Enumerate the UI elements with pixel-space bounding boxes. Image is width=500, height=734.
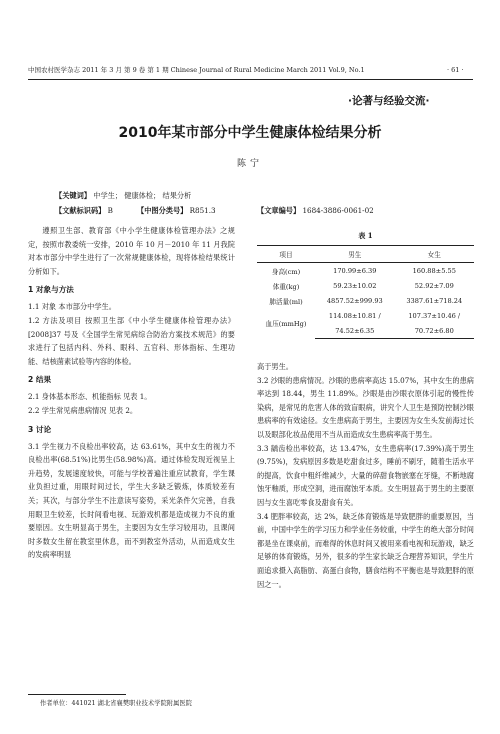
row-label-weight: 体重(kg) <box>272 282 300 291</box>
cell-bp-female-diastolic: 70.72±6.80 <box>395 323 474 339</box>
footnote-rule <box>28 694 126 695</box>
row-label-vital-capacity: 肺活量(ml) <box>269 297 303 306</box>
cell-weight-male: 59.23±10.02 <box>333 281 377 290</box>
article-title: 2010年某市部分中学生健康体检结果分析 <box>118 125 382 141</box>
table-header-row <box>257 246 474 263</box>
intro-paragraph: 遵照卫生部、教育部《中小学生健康体检管理办法》之规定，按照市教委统一安排，2010 年 10 月－2010 年 11 月我院对本市部分中学生进行了一次常规健康体检，现将体检结果统计分析如下。 <box>28 226 235 276</box>
cell-height-female: 160.88±5.55 <box>412 266 456 275</box>
subsection-2-1: 2.1 身体基本形态、机能指标 见表 1。 <box>28 392 152 402</box>
table-row <box>257 278 474 293</box>
clc-line <box>137 206 216 216</box>
table-header-male: 男生 <box>315 246 394 263</box>
author-name: 陈宁 <box>236 159 263 169</box>
page-number: · 61 · <box>447 66 464 74</box>
row-label-blood-pressure: 血压(mmHg) <box>265 320 307 329</box>
cell-height-male: 170.99±6.39 <box>333 266 377 275</box>
keywords-text: 中学生； 健康体检； 结果分析 <box>93 191 192 200</box>
article-number-value: 1684-3886-0061-02 <box>302 206 374 215</box>
heading-methods: 1 对象与方法 <box>28 285 74 295</box>
clc-label: 【中图分类号】 <box>137 206 188 215</box>
clc-value: R851.3 <box>189 206 216 215</box>
header-rule <box>28 79 473 80</box>
subsection-3-1: 3.1 学生视力不良检出率较高，达 63.61%，其中女生的视力不良检出率(68.51%)比男生(58.98%)高。通过体检发现近视呈上升趋势，发展速度较快，可能与学校普遍注重应试教育，学生课业负担过重，用眼时间过长，学生大多缺乏锻炼，体质较差有关；其次，与部分学生不注意读写姿势，采光条件欠完善，自我用眼卫生较差，长时间看电视、玩游戏机都是造成视力不良的重要原因。女生明显高于男生，主要因为女生学习较用功，且课间时多数女生留在教室里休息，而不到教室外活动，从而造成女生的发病率明显 <box>28 441 235 560</box>
cell-bp-male-diastolic: 74.52±6.35 <box>315 323 394 339</box>
keywords-line <box>55 191 191 201</box>
row-label-height: 身高(cm) <box>271 267 301 276</box>
subsection-3-4: 3.4 肥胖率较高，达 2%，缺乏体育锻炼是导致肥胖的重要原因，当前，中国中学生的学习压力和学业任务较重，中学生的绝大部分时间都是坐在课桌前，而难得的休息时间又被用来看电视和玩游戏，缺乏足够的体育锻炼，另外，很多的学生家长缺乏合理营养知识，学生片面追求摄入高脂肪、高蛋白食物，膳食结构不平衡也是导致肥胖的原因之一。 <box>257 511 474 589</box>
author-affiliation-footnote: 作者单位：441021 湖北省襄樊职业技术学院附属医院 <box>40 700 192 707</box>
heading-discussion: 3 讨论 <box>28 424 52 434</box>
table-row <box>257 263 474 279</box>
section-label: ·论著与经验交流· <box>348 95 430 107</box>
doc-code-label: 【文献标识码】 <box>55 206 106 215</box>
table-caption: 表 1 <box>358 231 373 240</box>
right-column <box>257 360 474 591</box>
subsection-1-1: 1.1 对象 本市部分中学生。 <box>28 302 116 312</box>
heading-results: 2 结果 <box>28 375 52 385</box>
table-row <box>257 293 474 308</box>
subsection-2-2: 2.2 学生常见病患病情况 见表 2。 <box>28 405 138 415</box>
keywords-label: 【关键词】 <box>55 191 91 200</box>
cell-weight-female: 52.92±7.09 <box>414 281 454 290</box>
running-head: 中国农村医学杂志 2011 年 3 月 第 9 卷 第 1 期 Chinese Journal of Rural Medicine March 2011 Vol.9, No.1 <box>28 66 365 74</box>
doc-code-line <box>55 206 113 216</box>
left-column <box>28 224 235 562</box>
subsection-1-2: 1.2 方法及项目 按照卫生部《中小学生健康体检管理办法》[2008]37 号及《全国学生常见病综合防治方案技术规范》的要求进行了包括内科、外科、眼科、五官科、形体指标、生理功能、结核菌素试验等内容的体检。 <box>28 315 235 366</box>
table-header-female: 女生 <box>395 246 474 263</box>
results-table <box>257 245 474 339</box>
doc-code-value: B <box>107 206 113 215</box>
cell-vital-male: 4857.52±999.93 <box>326 296 383 305</box>
cell-bp-female-systolic: 107.37±10.46 / <box>408 311 461 320</box>
article-number-line <box>257 206 374 216</box>
article-number-label: 【文章编号】 <box>257 206 301 215</box>
cell-bp-male-systolic: 114.08±10.81 / <box>328 311 381 320</box>
table-row <box>257 308 474 323</box>
table-header-item: 项目 <box>257 246 315 263</box>
cell-vital-female: 3387.61±718.24 <box>406 296 463 305</box>
subsection-3-3: 3.3 龋齿检出率较高，达 13.47%，女生患病率(17.39%)高于男生(9.75%)，发病原因多数是吃甜食过多，睡前不刷牙，随着生活水平的提高，饮食中粗纤维减少，大量的碎甜食物嵌塞在牙缝，不断地腐蚀牙釉质，形成空洞，进而腐蚀牙本质。女生明显高于男生的主要原因与女生喜吃零食及甜食有关。 <box>257 443 474 507</box>
subsection-3-2: 3.2 沙眼的患病情况。沙眼的患病率高达 15.07%，其中女生的患病率达到 18.44，男生 11.89%。沙眼是由沙眼衣原体引起的慢性传染病，是常见的危害人体的致盲眼病，讲究个人卫生是预防控制沙眼患病率的有效途径。女生患病高于男生，主要因为女生头发前海过长以及眼部化妆品使用不当从而造成女生患病率高于男生。 <box>257 375 474 439</box>
continuation-paragraph: 高于男生。 <box>257 362 293 371</box>
